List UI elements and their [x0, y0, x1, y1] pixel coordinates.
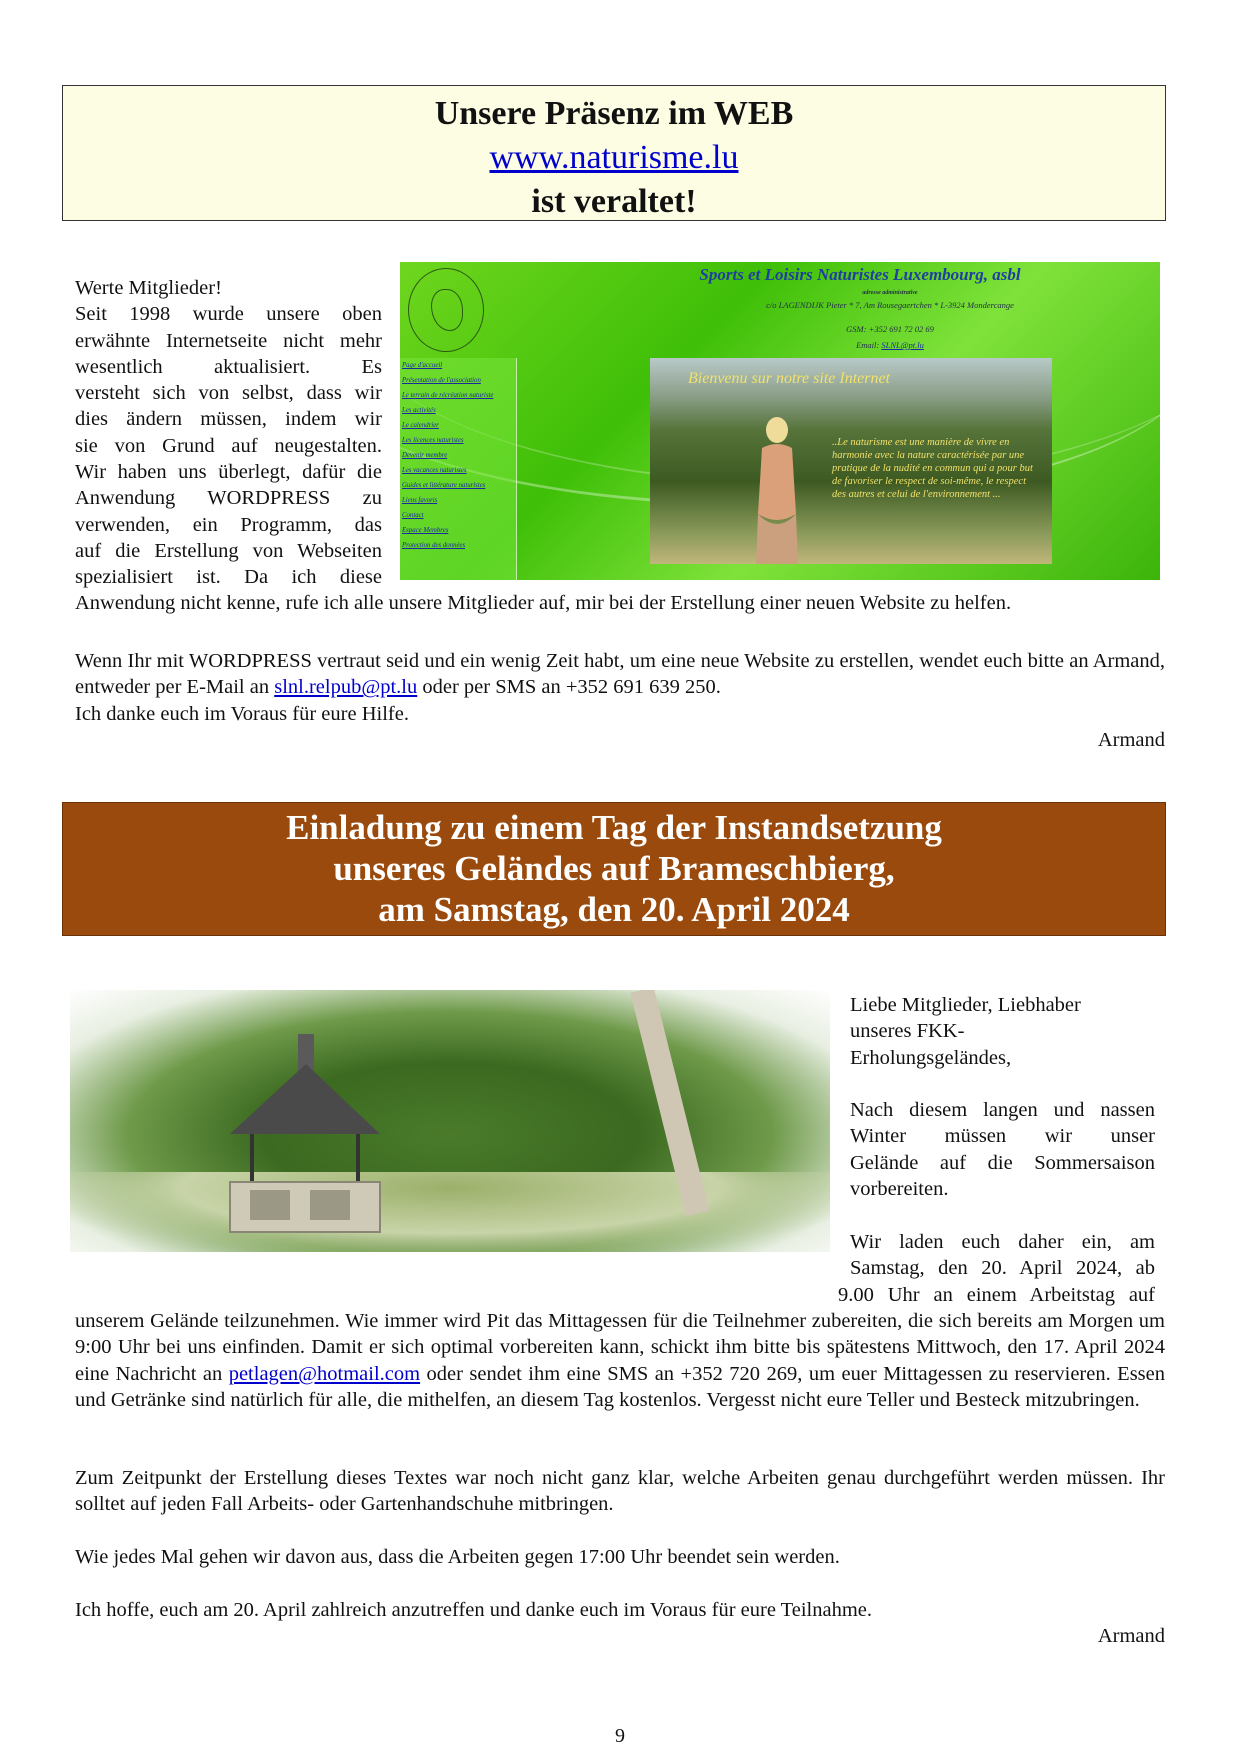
section2-right-column: Liebe Mitglieder, Liebhaber unseres FKK- Erholungsgeländes, Nach diesem langen und nassen Winter müssen wir unser Gelände auf die Sommersaison vorbereiten. Wir laden euch daher ein, am Samstag, den 20. April 2024, ab [850, 994, 1155, 1279]
person-figure-icon [748, 414, 806, 564]
pit-email-link[interactable]: petlagen@hotmail.com [228, 1362, 421, 1385]
barbecue-photo [70, 990, 830, 1252]
section2-title-line2: unseres Geländes auf Brameschbierg, [333, 849, 895, 888]
website-screenshot: Sports et Loisirs Naturistes Luxembourg, asbl adresse administrative c/o LAGENDIJK Pieter * 7, Am Rousegaertchen * L-3924 Mondercange GSM: +352 691 72 02 69 Email: SLNL@pt.lu Page d'accueil Présentation de l'association Le terrain de récréation naturiste Les activités Le calendrier Les licences naturistes Devenir membre Les vacances naturistes Guides et littérature naturistes Liens favoris Contact Espace Membres Protection des données Bienvenu sur notre site Internet ..Le naturisme est une manière de vivre en harmonie avec la nature caractérisée par une pratique de la nudité en commun qui a pour but de favoriser le respect de soi-même, le respect des autres et celui de l'environnement ... [400, 262, 1160, 580]
section1-signature: Armand [1097, 729, 1165, 751]
section2-title-line1: Einladung zu einem Tag der Instandsetzung [286, 808, 942, 847]
nav-item: Les activités [402, 407, 436, 414]
club-logo-icon [408, 268, 484, 352]
nav-item: Espace Membres [402, 527, 449, 534]
nav-item: Devenir membre [402, 452, 448, 459]
nav-item: Liens favoris [402, 497, 438, 504]
section2-paragraph-4: Ich hoffe, euch am 20. April zahlreich anzutreffen und danke euch im Voraus für eure Teilnahme. [75, 1599, 873, 1621]
section1-subtitle: ist veraltet! [531, 183, 697, 220]
section2-right-last-line: 9.00 Uhr an einem Arbeitstag auf [838, 1284, 1155, 1306]
landscape-photo [650, 358, 1052, 564]
section1-title: Unsere Präsenz im WEB [434, 95, 794, 132]
section1-paragraph: Wenn Ihr mit WORDPRESS vertraut seid und ein wenig Zeit habt, um eine neue Website zu erstellen, wendet euch bitte an Armand, entweder per E-Mail an slnl.relpub@pt.lu oder per SMS an +352 691 639 250. [75, 650, 1165, 699]
section2-title-line3: am Samstag, den 20. April 2024 [378, 890, 850, 929]
barbecue-grill-icon [220, 1034, 390, 1234]
section1-intro: Werte Mitglieder! Seit 1998 wurde unsere oben erwähnte Internetseite nicht mehr wesentlich aktualisiert. Es versteht sich von selbst, dass wir dies ändern müssen, indem wir sie von Grund auf neugestalten. Wir haben uns überlegt, dafür die Anwendung WORDPRESS zu verwenden, ein Programm, das auf die Erstellung von Webseiten spezialisiert ist. Da ich diese [75, 277, 382, 589]
welcome-text: Bienvenu sur notre site Internet [688, 370, 891, 387]
nav-item: Présentation de l'association [402, 377, 481, 384]
nav-item: Les vacances naturistes [402, 467, 467, 474]
nav-item: Page d'accueil [402, 362, 443, 369]
section2-paragraph-3: Wie jedes Mal gehen wir davon aus, dass die Arbeiten gegen 17:00 Uhr beendet sein werden. [75, 1546, 840, 1568]
section1-title-box [62, 85, 1166, 221]
section2-title-box [62, 802, 1166, 936]
nav-item: Protection des données [402, 542, 466, 549]
section2-signature: Armand [1097, 1625, 1165, 1647]
website-nav [400, 358, 517, 580]
nav-item: Le terrain de récréation naturiste [402, 392, 494, 399]
nav-item: Contact [402, 512, 424, 519]
section2-paragraph-2: Zum Zeitpunkt der Erstellung dieses Textes war noch nicht ganz klar, welche Arbeiten genau durchgeführt werden müssen. Ihr solltet auf jeden Fall Arbeits- oder Gartenhandschuhe mitbringen. [75, 1467, 1165, 1516]
website-title: Sports et Loisirs Naturistes Luxembourg, asbl [699, 265, 1021, 284]
section2-paragraph: unserem Gelände teilzunehmen. Wie immer wird Pit das Mittagessen für die Teilnehmer zubereiten, die sich bereits am Morgen um 9:00 Uhr bei uns einfinden. Damit er sich optimal vorbereiten kann, schickt ihm bitte bis spätestens Mittwoch, den 17. April 2024 eine Nachricht an petlagen@hotmail.com oder sendet ihm eine SMS an +352 720 269, um euer Mittagessen zu reservieren. Essen und Getränke sind natürlich für alle, die mithelfen, an diesem Tag kostenlos. Vergesst nicht eure Teller und Besteck mitzubringen. [75, 1310, 1165, 1411]
section1-full-line: Anwendung nicht kenne, rufe ich alle unsere Mitglieder auf, mir bei der Erstellung einer neuen Website zu helfen. [75, 592, 1012, 614]
armand-email-link[interactable]: slnl.relpub@pt.lu [274, 676, 418, 699]
page-number: 9 [615, 1725, 625, 1747]
naturism-quote: ..Le naturisme est une manière de vivre en harmonie avec la nature caractérisée par une pratique de la nudité en commun qui a pour but de favoriser le respect de soi-même, le respect des autres et celui de l'environnement ... [832, 437, 1033, 500]
section1-thanks: Ich danke euch im Voraus für eure Hilfe. [75, 703, 409, 725]
nav-item: Les licences naturistes [402, 437, 464, 444]
naturisme-link[interactable]: www.naturisme.lu [489, 139, 739, 176]
nav-item: Le calendrier [402, 422, 439, 429]
nav-item: Guides et littérature naturistes [402, 482, 486, 489]
